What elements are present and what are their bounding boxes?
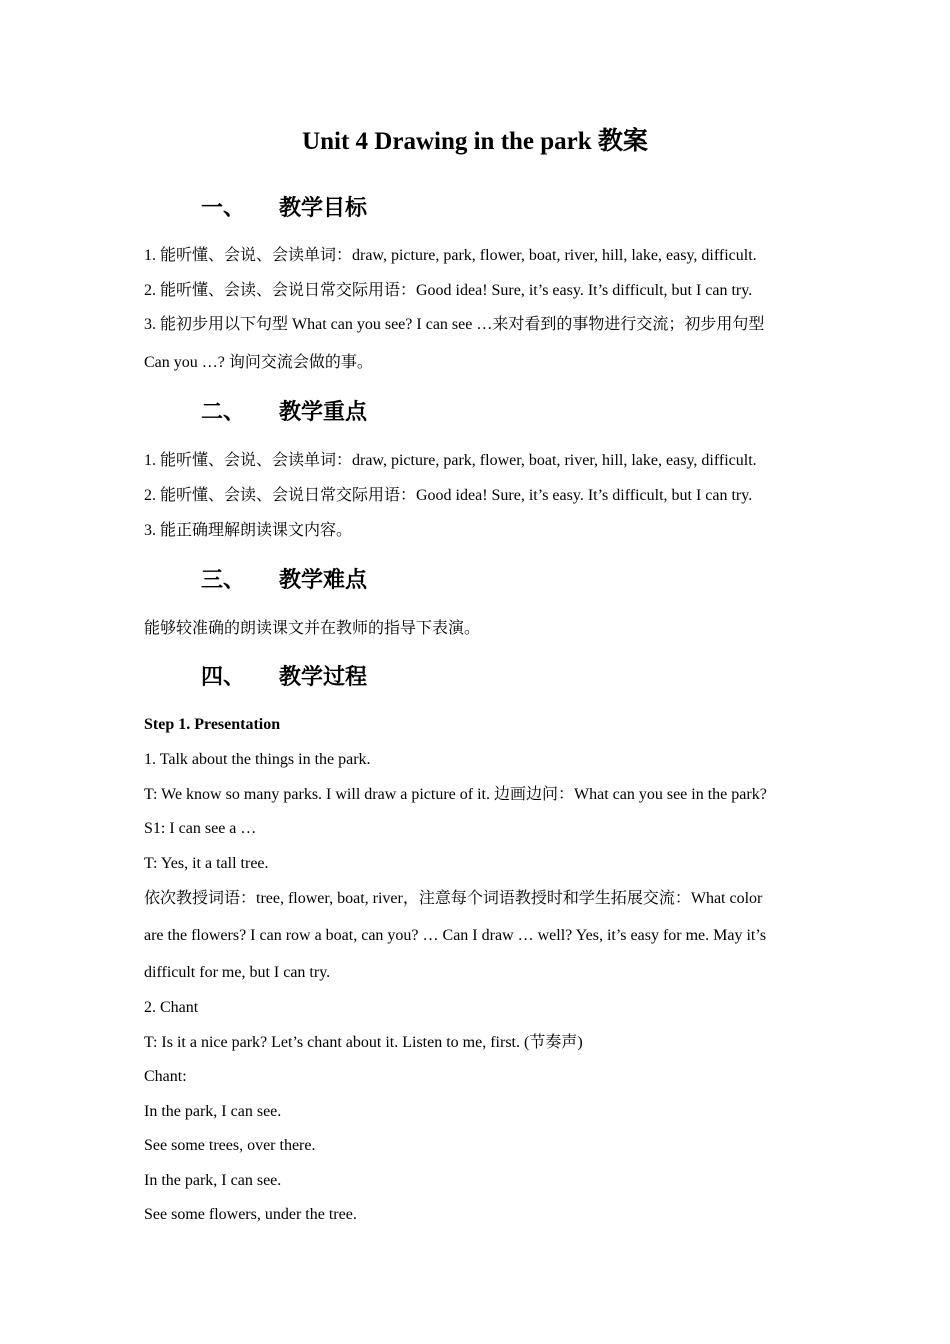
section-title: 教学目标 <box>279 195 368 220</box>
paragraph-line: Chant: <box>144 1068 187 1085</box>
section-number: 二、 <box>201 399 246 424</box>
section-number: 四、 <box>201 664 246 689</box>
paragraph-line: S1: I can see a … <box>144 820 257 837</box>
paragraph-line: 2. 能听懂、会读、会说日常交际用语：Good idea! Sure, it’s easy. It’s difficult, but I can try. <box>144 487 753 504</box>
section-title: 教学过程 <box>279 664 368 689</box>
paragraph-line: T: We know so many parks. I will draw a picture of it. 边画边问：What can you see in the park? <box>144 786 767 803</box>
paragraph-line: 3. 能正确理解朗读课文内容。 <box>144 522 353 539</box>
paragraph-line: Can you …? 询问交流会做的事。 <box>144 354 373 371</box>
paragraph-line: 依次教授词语：tree, flower, boat, river，注意每个词语教授时和学生拓展交流：What color <box>144 890 763 907</box>
section-heading-objectives <box>201 193 367 223</box>
step-heading: Step 1. Presentation <box>144 716 281 733</box>
section-title: 教学重点 <box>279 399 368 424</box>
paragraph-line: 能够较准确的朗读课文并在教师的指导下表演。 <box>144 620 481 637</box>
chant-line: In the park, I can see. <box>144 1172 282 1189</box>
chant-line: See some trees, over there. <box>144 1137 316 1154</box>
paragraph-line: 2. Chant <box>144 999 199 1016</box>
paragraph-line: T: Yes, it a tall tree. <box>144 855 269 872</box>
section-heading-key-points <box>201 397 367 427</box>
paragraph-line: difficult for me, but I can try. <box>144 964 331 981</box>
paragraph-line: 2. 能听懂、会读、会说日常交际用语：Good idea! Sure, it’s easy. It’s difficult, but I can try. <box>144 282 753 299</box>
paragraph-line: T: Is it a nice park? Let’s chant about it. Listen to me, first. (节奏声) <box>144 1034 583 1051</box>
paragraph-line: are the flowers? I can row a boat, can you? … Can I draw … well? Yes, it’s easy for me. May it’s <box>144 927 767 944</box>
section-heading-process <box>201 662 367 692</box>
section-number: 一、 <box>201 195 246 220</box>
document-title: Unit 4 Drawing in the park 教案 <box>302 128 648 155</box>
section-number: 三、 <box>201 567 246 592</box>
section-title: 教学难点 <box>279 567 368 592</box>
paragraph-line: 3. 能初步用以下句型 What can you see? I can see …来对看到的事物进行交流；初步用句型 <box>144 316 765 333</box>
chant-line: In the park, I can see. <box>144 1103 282 1120</box>
paragraph-line: 1. Talk about the things in the park. <box>144 751 371 768</box>
paragraph-line: 1. 能听懂、会说、会读单词：draw, picture, park, flower, boat, river, hill, lake, easy, difficult. <box>144 247 757 264</box>
section-heading-difficulties <box>201 565 367 595</box>
paragraph-line: 1. 能听懂、会说、会读单词：draw, picture, park, flower, boat, river, hill, lake, easy, difficult. <box>144 452 757 469</box>
chant-line: See some flowers, under the tree. <box>144 1206 357 1223</box>
